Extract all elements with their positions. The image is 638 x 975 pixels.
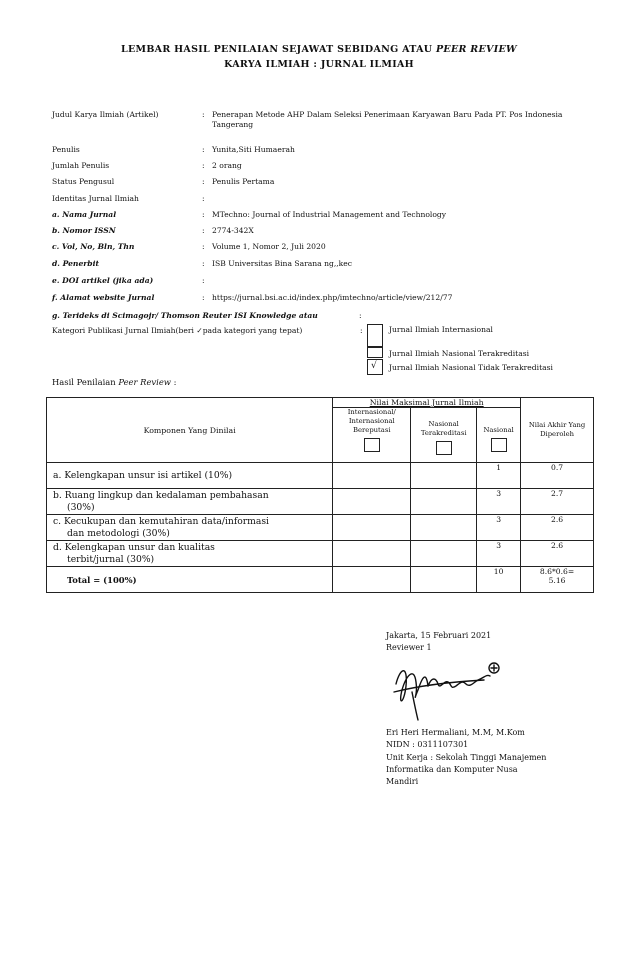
info-value: Penerapan Metode AHP Dalam Seleksi Penerimaan Karyawan Baru Pada PT. Pos Indonesia Tangerang bbox=[212, 110, 563, 129]
info-value: 2774-342X bbox=[212, 226, 254, 235]
score-table bbox=[46, 397, 594, 593]
info-label: Judul Karya Ilmiah (Artikel) bbox=[52, 110, 159, 119]
reviewer-unit-line2: Informatika dan Komputer Nusa bbox=[386, 765, 518, 774]
info-label: Identitas Jurnal Ilmiah bbox=[52, 194, 139, 203]
table-row bbox=[47, 463, 594, 489]
total-row bbox=[47, 567, 594, 593]
nasional-cell: 1 bbox=[477, 463, 521, 489]
info-label: c. Vol, No, Bln, Thn bbox=[52, 242, 135, 251]
document-title-line2: KARYA ILMIAH : JURNAL ILMIAH bbox=[224, 59, 414, 70]
title-peer-review: PEER REVIEW bbox=[435, 44, 517, 55]
kategori-checkbox-internasional[interactable] bbox=[367, 324, 383, 348]
nasional-header: Nasional bbox=[477, 408, 521, 463]
komponen-cell: c. Kecukupan dan kemutahiran data/informasi dan metodologi (30%) bbox=[47, 515, 333, 541]
nilai-akhir-cell: 2.6 bbox=[521, 515, 594, 541]
komponen-cell: d. Kelengkapan unsur dan kualitas terbit/jurnal (30%) bbox=[47, 541, 333, 567]
reviewer-name: Eri Heri Hermaliani, M.M, M.Kom bbox=[386, 728, 525, 737]
info-label: Penulis bbox=[52, 145, 80, 154]
info-label: b. Nomor ISSN bbox=[52, 226, 116, 235]
nasional-cell: 3 bbox=[477, 515, 521, 541]
internasional-header: Internasional/ Internasional Bereputasi bbox=[333, 408, 411, 463]
info-label: d. Penerbit bbox=[52, 259, 99, 268]
handwritten-signature-icon bbox=[388, 656, 508, 722]
nasional-checkbox[interactable] bbox=[491, 438, 507, 452]
nasional-terakreditasi-header: Nasional Terakreditasi bbox=[411, 408, 477, 463]
komponen-header: Komponen Yang Dinilai bbox=[47, 398, 333, 463]
check-mark: √ bbox=[371, 361, 377, 371]
nasional-terakreditasi-checkbox[interactable] bbox=[436, 441, 452, 455]
info-value: https://jurnal.bsi.ac.id/index.php/imtechno/article/view/212/77 bbox=[212, 293, 453, 302]
nilai-akhir-cell: 2.6 bbox=[521, 541, 594, 567]
total-akhir: 8.6*0.6= 5.16 bbox=[521, 567, 594, 593]
info-label: e. DOI artikel (jika ada) bbox=[52, 276, 154, 285]
hasil-penilaian-label: Hasil Penilaian Peer Review : bbox=[52, 377, 177, 387]
reviewer-nidn: NIDN : 0311107301 bbox=[386, 740, 469, 749]
info-label: Jumlah Penulis bbox=[52, 161, 110, 170]
kategori-option-3: Jurnal Ilmiah Nasional Tidak Terakreditasi bbox=[389, 363, 553, 372]
reviewer-unit-line1: Unit Kerja : Sekolah Tinggi Manajemen bbox=[386, 753, 547, 762]
info-value: Yunita,Siti Humaerah bbox=[212, 145, 295, 154]
kategori-option-2: Jurnal Ilmiah Nasional Terakreditasi bbox=[389, 349, 530, 358]
total-nasional: 10 bbox=[477, 567, 521, 593]
nilai-akhir-header: Nilai Akhir Yang Diperoleh bbox=[521, 398, 594, 463]
total-label: Total = (100%) bbox=[47, 567, 333, 593]
nilai-maksimal-header: Nilai Maksimal Jurnal Ilmiah bbox=[333, 398, 521, 408]
komponen-cell: b. Ruang lingkup dan kedalaman pembahasan (30%) bbox=[47, 489, 333, 515]
signature-place-date: Jakarta, 15 Februari 2021 bbox=[386, 631, 492, 640]
kategori-option-1: Jurnal Ilmiah Internasional bbox=[389, 325, 493, 334]
reviewer-unit-line3: Mandiri bbox=[386, 777, 419, 786]
table-row bbox=[47, 515, 594, 541]
nasional-cell: 3 bbox=[477, 489, 521, 515]
document-title-line1 bbox=[0, 44, 638, 55]
komponen-cell: a. Kelengkapan unsur isi artikel (10%) bbox=[47, 463, 333, 489]
nilai-akhir-cell: 0.7 bbox=[521, 463, 594, 489]
info-label: Status Pengusul bbox=[52, 177, 115, 186]
signature-role: Reviewer 1 bbox=[386, 643, 432, 652]
kategori-label: Kategori Publikasi Jurnal Ilmiah(beri ✓pada kategori yang tepat) bbox=[52, 326, 303, 335]
info-label: a. Nama Jurnal bbox=[52, 210, 117, 219]
indexed-label: g. Terideks di Scimagojr/ Thomson Reuter ISI Knowledge atau bbox=[52, 311, 318, 320]
info-value: ISB Universitas Bina Sarana ng,,kec bbox=[212, 259, 353, 268]
kategori-checkbox-nasional-terakreditasi[interactable] bbox=[367, 346, 383, 358]
internasional-checkbox[interactable] bbox=[364, 438, 380, 452]
info-value: Volume 1, Nomor 2, Juli 2020 bbox=[212, 242, 326, 251]
info-value: 2 orang bbox=[212, 161, 242, 170]
nasional-cell: 3 bbox=[477, 541, 521, 567]
info-label: f. Alamat website Jurnal bbox=[52, 293, 155, 302]
info-value: MTechno: Journal of Industrial Management and Technology bbox=[212, 210, 447, 219]
title-text: LEMBAR HASIL PENILAIAN SEJAWAT SEBIDANG ATAU bbox=[121, 44, 436, 55]
nilai-akhir-cell: 2.7 bbox=[521, 489, 594, 515]
table-row bbox=[47, 489, 594, 515]
info-value: Penulis Pertama bbox=[212, 177, 275, 186]
table-row bbox=[47, 541, 594, 567]
